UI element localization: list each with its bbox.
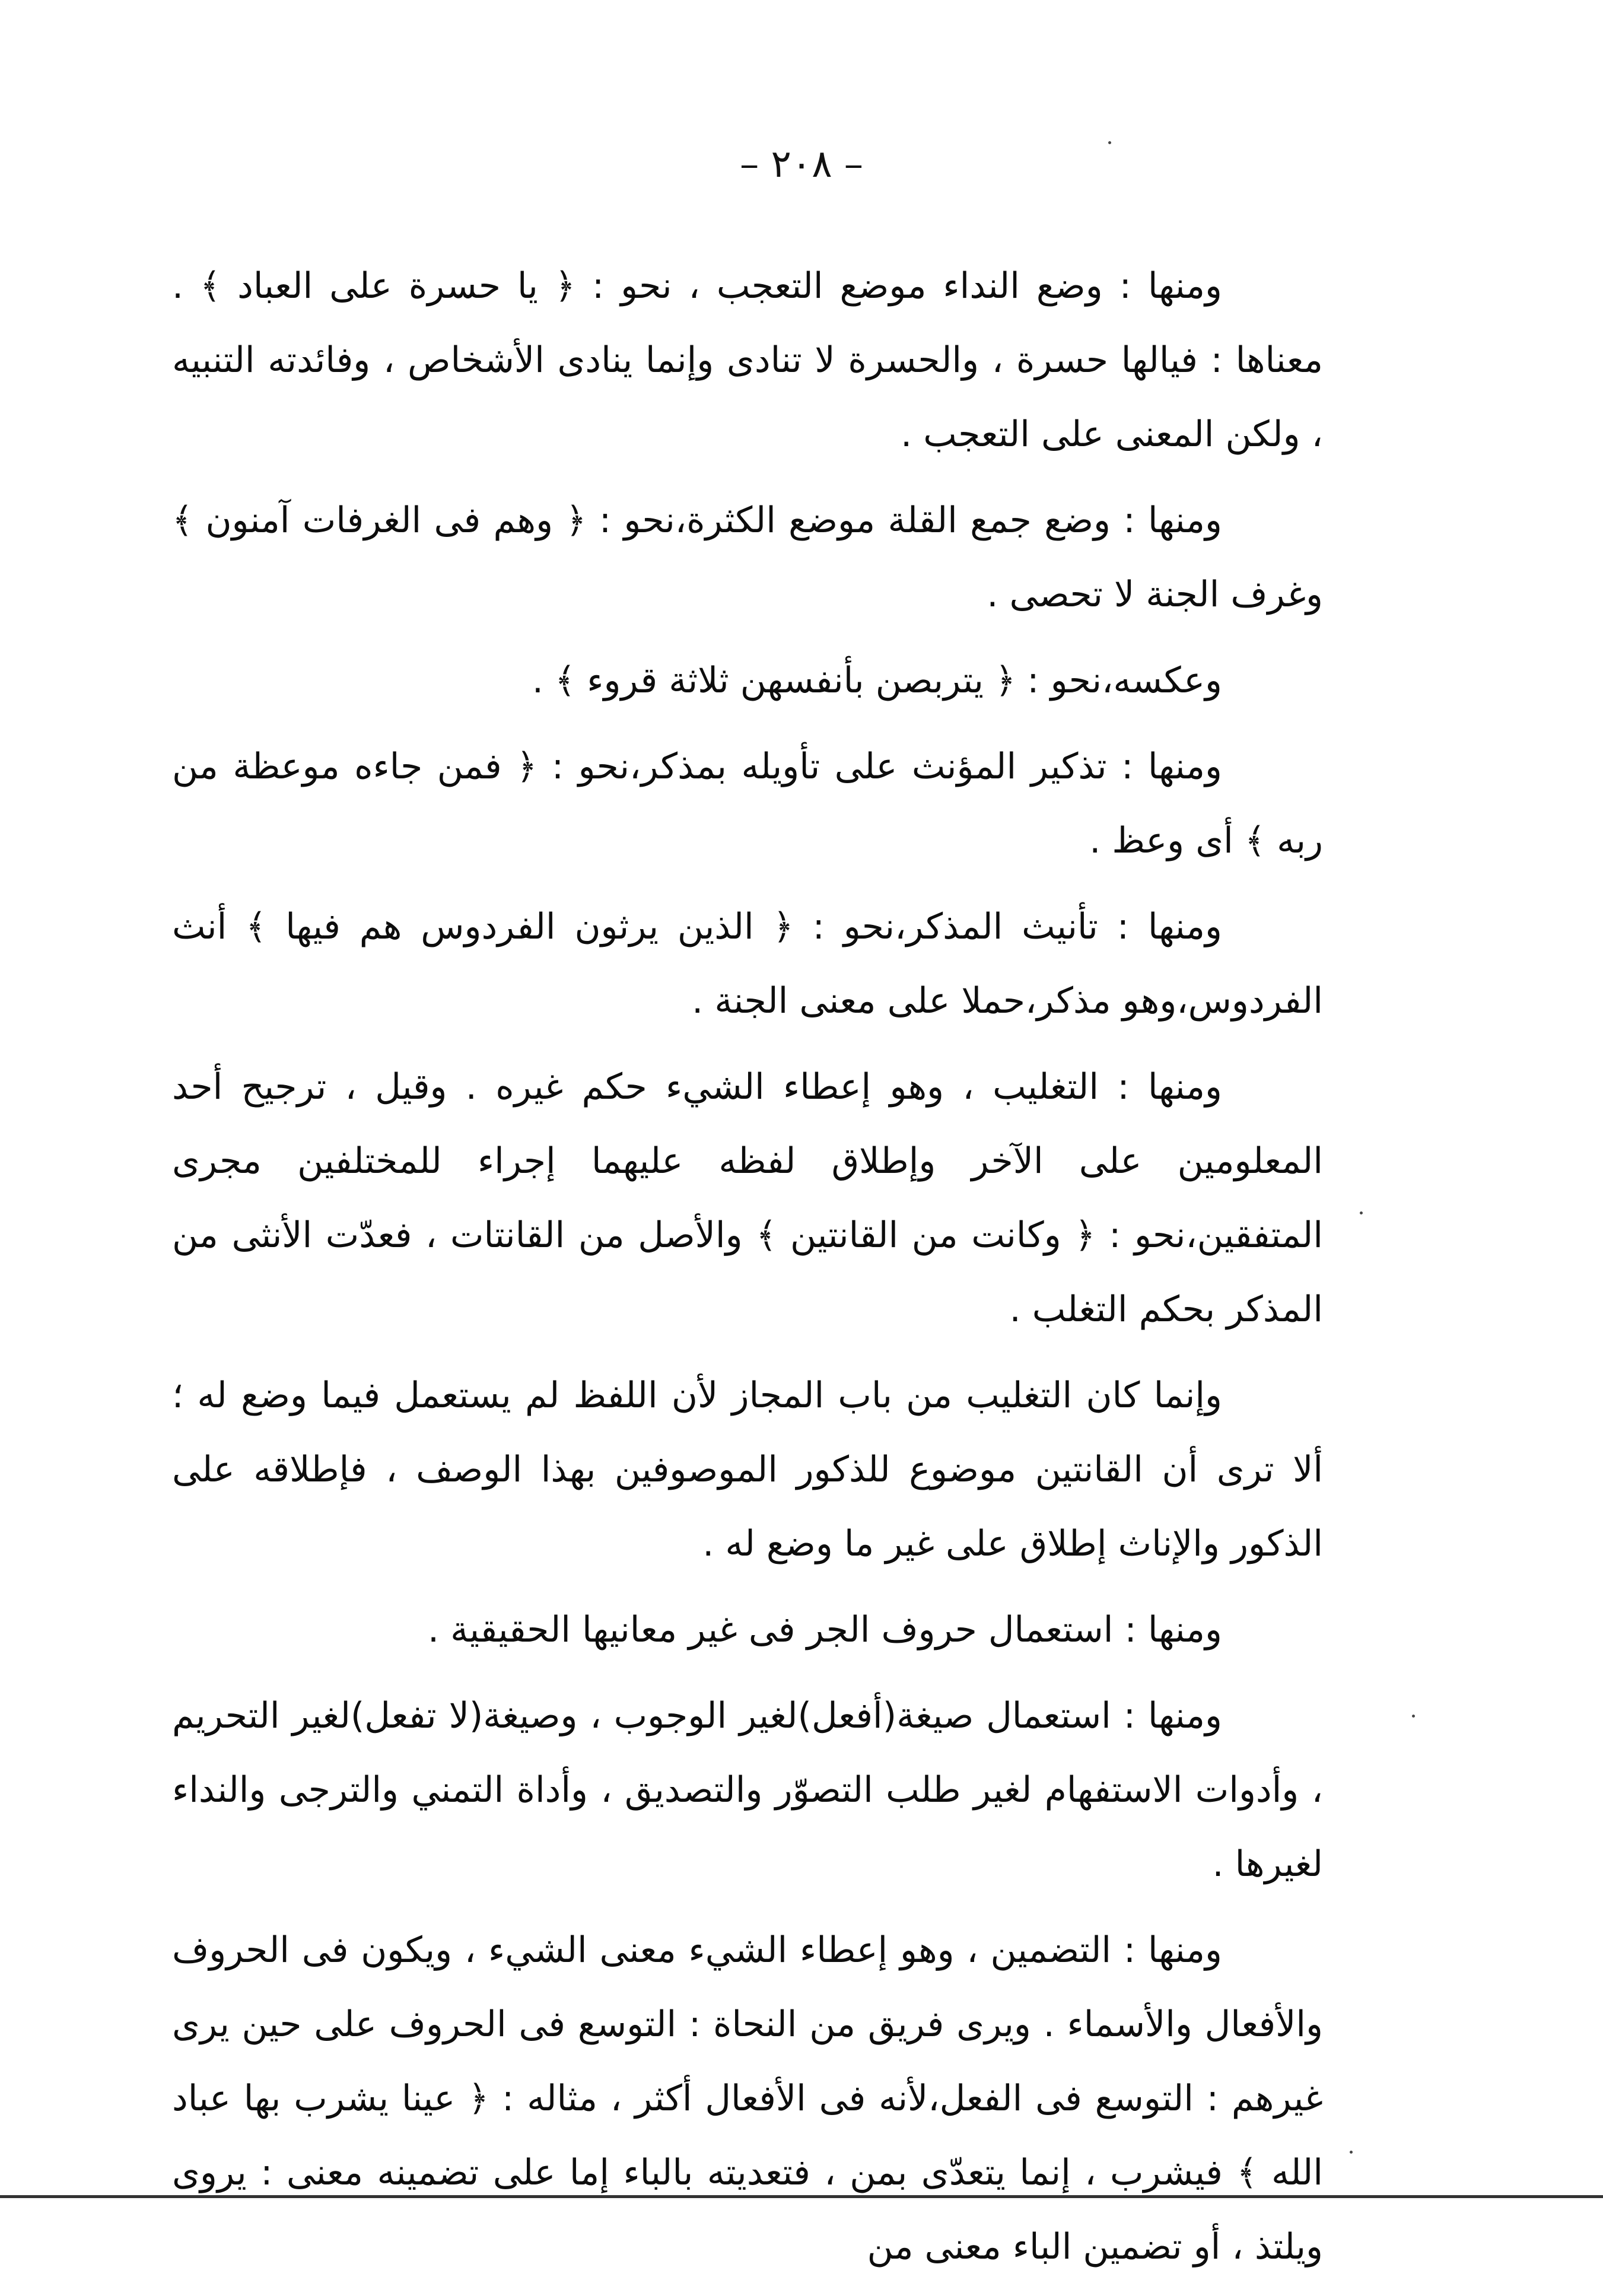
paragraph-vocative-for-wonder: ومنها : وضع النداء موضع التعجب ، نحو : ﴿ يا حسرة على العباد ﴾ . معناها : فيالها حسرة ، والحسرة لا تنادى وإنما ينادى الأشخاص ، وفائدته التنبيه ، ولكن المعنى على التعجب . xyxy=(172,265,1323,455)
scan-speck xyxy=(1350,2151,1353,2154)
paragraph-tadmin: ومنها : التضمين ، وهو إعطاء الشيء معنى الشيء ، ويكون فى الحروف والأفعال والأسماء . ويرى فريق من النحاة : التوسع فى الحروف على حين يرى غيرهم : التوسع فى الفعل،لأنه فى الأفعال أكثر ، مثاله : ﴿ عينا يشرب بها عباد الله ﴾ فيشرب ، إنما يتعدّى بمن ، فتعديته بالباء إما على تضمينه معنى : يروى ويلتذ ، أو تضمين الباء معنى من xyxy=(172,1929,1323,2268)
paragraph-plural-of-paucity: ومنها : وضع جمع القلة موضع الكثرة،نحو : ﴿ وهم فى الغرفات آمنون ﴾ وغرف الجنة لا تحصى . xyxy=(172,500,1323,615)
scan-speck xyxy=(1360,1211,1363,1214)
paragraph-imperative-forms: ومنها : استعمال صيغة(أفعل)لغير الوجوب ، وصيغة(لا تفعل)لغير التحريم ، وأدوات الاستفهام لغير طلب التصوّر والتصديق ، وأداة التمني والترجى والنداء لغيرها . xyxy=(172,1695,1323,1885)
paragraph-taghlib: ومنها : التغليب ، وهو إعطاء الشيء حكم غيره . وقيل ، ترجيح أحد المعلومين على الآخر وإطلاق لفظه عليهما إجراء للمختلفين مجرى المتفقين،نحو : ﴿ وكانت من القانتين ﴾ والأصل من القانتات ، فعدّت الأنثى من المذكر بحكم التغلب . xyxy=(172,1066,1323,1330)
paragraph-taghlib-majaz: وإنما كان التغليب من باب المجاز لأن اللفظ لم يستعمل فيما وضع له ؛ ألا ترى أن القانتين موضوع للذكور الموصوفين بهذا الوصف ، فإطلاقه على الذكور والإناث إطلاق على غير ما وضع له . xyxy=(172,1375,1323,1564)
body-text xyxy=(172,249,1323,2296)
page-number: – ٢٠٨ – xyxy=(740,142,863,186)
paragraph-masculinizing-feminine: ومنها : تذكير المؤنث على تأويله بمذكر،نحو : ﴿ فمن جاءه موعظة من ربه ﴾ أى وعظ . xyxy=(172,746,1323,861)
paragraph-reverse-case: وعكسه،نحو : ﴿ يتربصن بأنفسهن ثلاثة قروء ﴾ . xyxy=(532,660,1222,701)
paragraph-prepositions: ومنها : استعمال حروف الجر فى غير معانيها الحقيقية . xyxy=(428,1609,1222,1651)
scan-bottom-edge xyxy=(0,2195,1603,2198)
scan-speck xyxy=(1412,1715,1415,1718)
paragraph-feminizing-masculine: ومنها : تأنيث المذكر،نحو : ﴿ الذين يرثون الفردوس هم فيها ﴾ أنث الفردوس،وهو مذكر،حملا على معنى الجنة . xyxy=(172,906,1323,1022)
scan-speck xyxy=(1108,141,1111,144)
